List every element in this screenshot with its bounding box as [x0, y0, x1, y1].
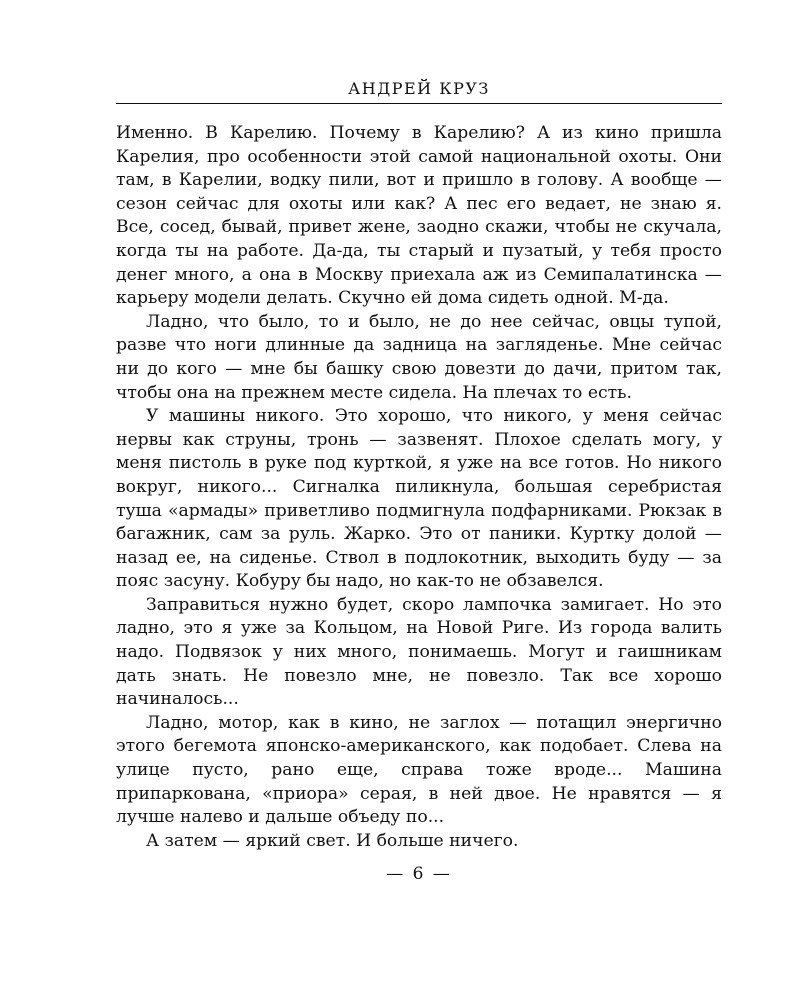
paragraph: А затем — яркий свет. И больше ничего. — [146, 830, 519, 851]
paragraph: У машины никого. Это хорошо, что никого, у меня сейчас нервы как струны, тронь — зазвенят. Плохое сделать могу, у меня пистоль в руке под курткой, я уже на все готов. Но никого вокруг, никого... Сигналка пиликнула, большая серебристая туша «армады» приветливо подмигнула подфарниками. Рюкзак в багажник, сам за руль. Жарко. Это от паники. Куртку долой — назад ее, на сиденье. Ствол в подлокотник, выходить буду — за пояс засуну. Кобуру бы надо, но как-то не обзавелся. — [116, 406, 722, 592]
paragraph: Именно. В Карелию. Почему в Карелию? А из кино пришла Карелия, про особенности этой самой национальной охоты. Они там, в Карелии, водку пили, вот и пришло в голову. А вообще — сезон сейчас для охоты или как? А пес его ведает, не знаю я. Все, сосед, бывай, привет жене, заодно скажи, чтобы не скучала, когда ты на работе. Да-да, ты старый и пузатый, у тебя просто денег много, а она в Москву приехала аж из Семипалатинска — карьеру модели делать. Скучно ей дома сидеть одной. М-да. — [116, 123, 722, 309]
page-number: — 6 — — [386, 864, 452, 885]
body-text — [116, 122, 722, 853]
running-head-author: АНДРЕЙ КРУЗ — [348, 79, 490, 98]
paragraph: Ладно, мотор, как в кино, не заглох — потащил энергично этого бегемота японско-американского, как подобает. Слева на улице пусто, рано еще, справа тоже вроде... Машина припаркована, «приора» серая, в ней двое. Не нравятся — я лучше налево и дальше объеду по... — [116, 712, 722, 828]
paragraph: Заправиться нужно будет, скоро лампочка замигает. Но это ладно, это я уже за Кольцом, на Новой Риге. Из города валить надо. Подвязок у них много, понимаешь. Могут и гаишникам дать знать. Не повезло мне, не повезло. Так все хорошо начиналось... — [116, 594, 722, 710]
paragraph: Ладно, что было, то и было, не до нее сейчас, овцы тупой, разве что ноги длинные да задница на загляденье. Мне сейчас ни до кого — мне бы башку свою довезти до дачи, притом так, чтобы она на прежнем месте сидела. На плечах то есть. — [116, 311, 722, 403]
header-rule — [116, 103, 722, 104]
book-page — [116, 78, 722, 884]
